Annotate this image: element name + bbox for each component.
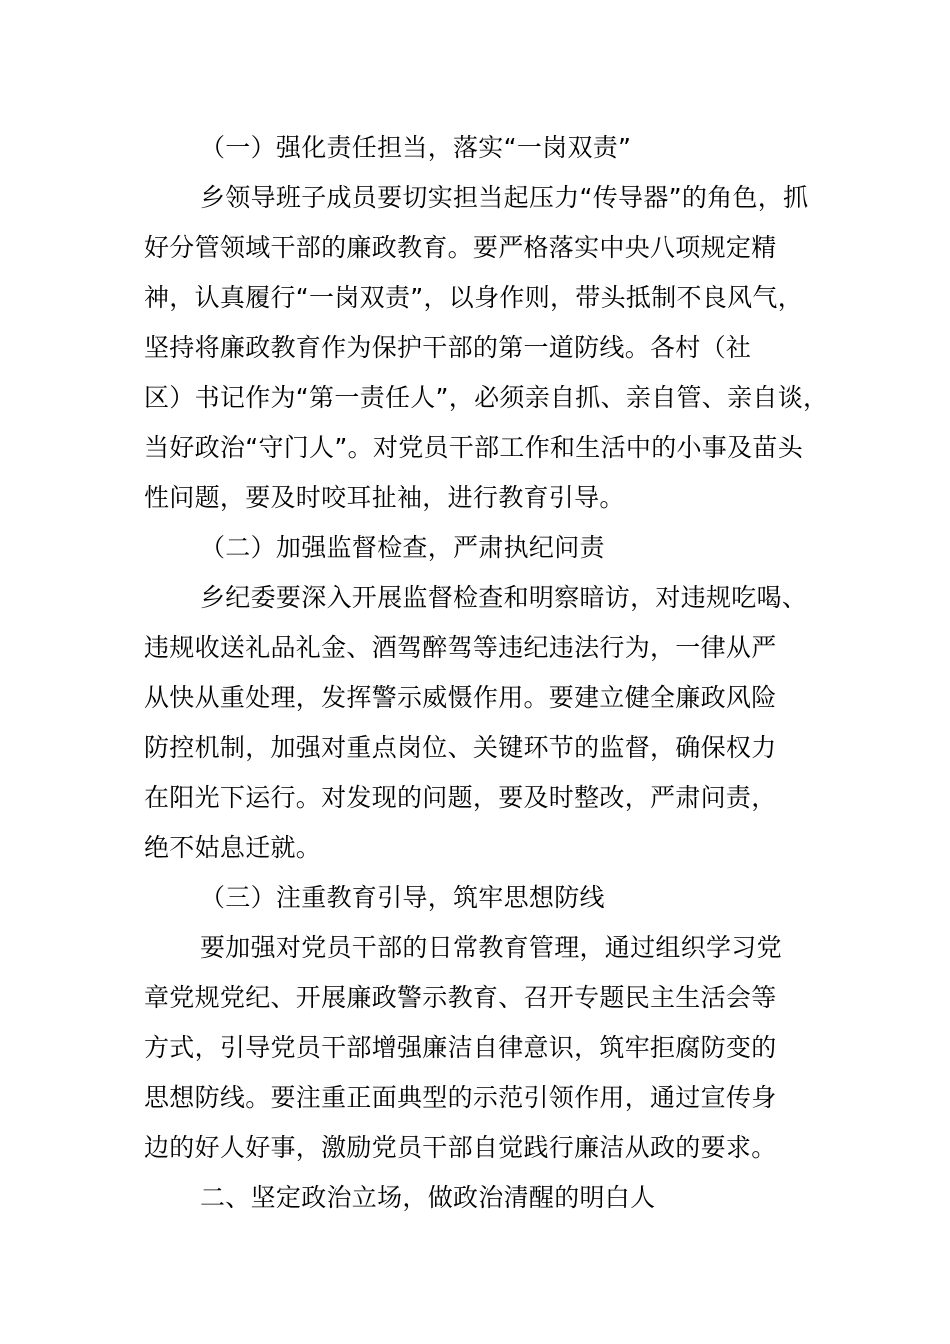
paragraph-line: 坚持将廉政教育作为保护干部的第一道防线。各村（社: [144, 333, 752, 362]
paragraph-line: 神，认真履行“一岗双责”，以身作则，带头抵制不良风气，: [144, 283, 804, 312]
paragraph-line: 思想防线。要注重正面典型的示范引领作用，通过宣传身: [144, 1083, 777, 1112]
paragraph-line: 要加强对党员干部的日常教育管理，通过组织学习党: [200, 933, 782, 962]
paragraph-line: 乡纪委要深入开展监督检查和明察暗访，对违规吃喝、: [200, 583, 808, 612]
paragraph-line: 在阳光下运行。对发现的问题，要及时整改，严肃问责，: [144, 783, 777, 812]
paragraph-line: 方式，引导党员干部增强廉洁自律意识，筑牢拒腐防变的: [144, 1033, 777, 1062]
paragraph-line: 绝不姑息迁就。: [144, 833, 322, 862]
paragraph-line: 章党规党纪、开展廉政警示教育、召开专题民主生活会等: [144, 983, 777, 1012]
paragraph-line: 区）书记作为“第一责任人”，必须亲自抓、亲自管、亲自谈，: [144, 383, 829, 412]
section-heading-2: （二）加强监督检查，严肃执纪问责: [200, 533, 605, 562]
paragraph-line: 边的好人好事，激励党员干部自觉践行廉洁从政的要求。: [144, 1133, 777, 1162]
paragraph-line: 从快从重处理，发挥警示威慑作用。要建立健全廉政风险: [144, 683, 777, 712]
paragraph-line: 乡领导班子成员要切实担当起压力“传导器”的角色，抓: [200, 183, 809, 212]
paragraph-line: 性问题，要及时咬耳扯袖，进行教育引导。: [144, 483, 625, 512]
document-body: [144, 123, 829, 1223]
paragraph-line: 当好政治“守门人”。对党员干部工作和生活中的小事及苗头: [144, 433, 804, 462]
paragraph-line: 好分管领域干部的廉政教育。要严格落实中央八项规定精: [144, 233, 777, 262]
paragraph-line: 防控机制，加强对重点岗位、关键环节的监督，确保权力: [144, 733, 777, 762]
part-heading-2: 二、坚定政治立场，做政治清醒的明白人: [200, 1183, 656, 1212]
section-heading-1: （一）强化责任担当，落实“一岗双责”: [200, 133, 632, 162]
section-heading-3: （三）注重教育引导，筑牢思想防线: [200, 883, 605, 912]
paragraph-line: 违规收送礼品礼金、酒驾醉驾等违纪违法行为，一律从严: [144, 633, 777, 662]
